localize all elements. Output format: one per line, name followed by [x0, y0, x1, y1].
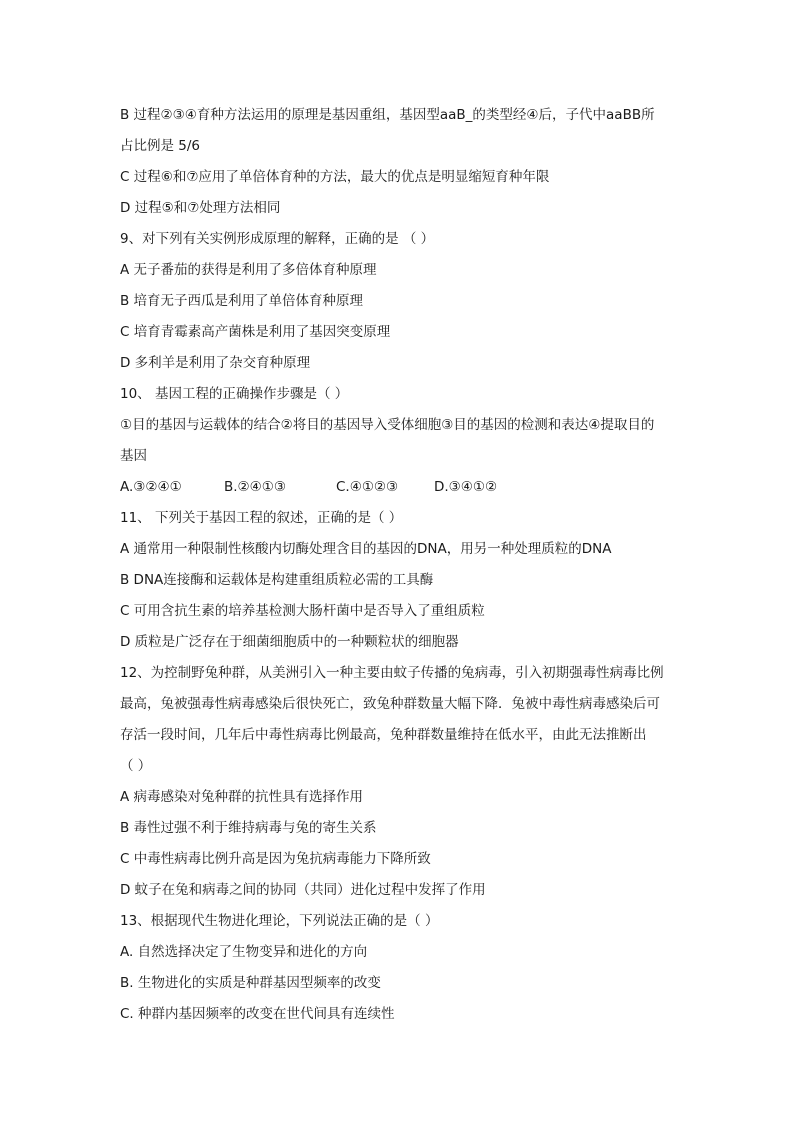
q8-option-c: C 过程⑥和⑦应用了单倍体育种的方法，最大的优点是明显缩短育种年限: [120, 169, 550, 185]
q10-choice-a: A.③②④①: [120, 479, 182, 495]
q9-option-b: B 培育无子西瓜是利用了单倍体育种原理: [120, 293, 364, 309]
q10-steps-line1: ①目的基因与运载体的结合②将目的基因导入受体细胞③目的基因的检测和表达④提取目的: [120, 417, 655, 433]
q12-stem-line1: 12、为控制野兔种群，从美洲引入一种主要由蚊子传播的兔病毒，引入初期强毒性病毒比例: [120, 665, 664, 681]
q13-option-b: B. 生物进化的实质是种群基因型频率的改变: [120, 975, 381, 991]
q12-option-d: D 蚊子在兔和病毒之间的协同（共同）进化过程中发挥了作用: [120, 882, 486, 898]
q12-stem-line3: 存活一段时间，几年后中毒性病毒比例最高，兔种群数量维持在低水平，由此无法推断出: [120, 727, 647, 743]
q8-option-d: D 过程⑤和⑦处理方法相同: [120, 200, 281, 216]
q12-stem-line4: （ ）: [120, 758, 152, 774]
q9-option-a: A 无子番茄的获得是利用了多倍体育种原理: [120, 262, 377, 278]
q10-choices: [120, 472, 680, 503]
q12-stem-line2: 最高，兔被强毒性病毒感染后很快死亡，致兔种群数量大幅下降．兔被中毒性病毒感染后可: [120, 696, 660, 712]
q13-stem: 13、根据现代生物进化理论，下列说法正确的是（ ）: [120, 913, 439, 929]
question-content: [120, 100, 680, 1030]
q8-option-b-line2: 占比例是 5/6: [120, 138, 201, 154]
q12-option-b: B 毒性过强不利于维持病毒与兔的寄生关系: [120, 820, 377, 836]
q11-option-a: A 通常用一种限制性核酸内切酶处理含目的基因的DNA，用另一种处理质粒的DNA: [120, 541, 612, 557]
q10-choice-c: C.④①②③: [336, 479, 399, 495]
q12-option-c: C 中毒性病毒比例升高是因为兔抗病毒能力下降所致: [120, 851, 431, 867]
q11-option-b: B DNA连接酶和运载体是构建重组质粒必需的工具酶: [120, 572, 434, 588]
q8-option-b-line1: B 过程②③④育种方法运用的原理是基因重组，基因型aaB_的类型经④后，子代中aaBB所: [120, 107, 655, 123]
q9-option-d: D 多利羊是利用了杂交育种原理: [120, 355, 311, 371]
q10-steps-line2: 基因: [120, 448, 147, 464]
q9-option-c: C 培育青霉素高产菌株是利用了基因突变原理: [120, 324, 391, 340]
q10-stem: 10、 基因工程的正确操作步骤是（ ）: [120, 386, 349, 402]
q10-choice-b: B.②④①③: [224, 479, 286, 495]
q12-option-a: A 病毒感染对兔种群的抗性具有选择作用: [120, 789, 364, 805]
q11-option-c: C 可用含抗生素的培养基检测大肠杆菌中是否导入了重组质粒: [120, 603, 485, 619]
q11-stem: 11、 下列关于基因工程的叙述，正确的是（ ）: [120, 510, 403, 526]
q11-option-d: D 质粒是广泛存在于细菌细胞质中的一种颗粒状的细胞器: [120, 634, 459, 650]
q9-stem: 9、对下列有关实例形成原理的解释，正确的是 （ ）: [120, 231, 435, 247]
q10-choice-d: D.③④①②: [434, 479, 498, 495]
q13-option-c: C. 种群内基因频率的改变在世代间具有连续性: [120, 1006, 395, 1022]
q13-option-a: A. 自然选择决定了生物变异和进化的方向: [120, 944, 368, 960]
